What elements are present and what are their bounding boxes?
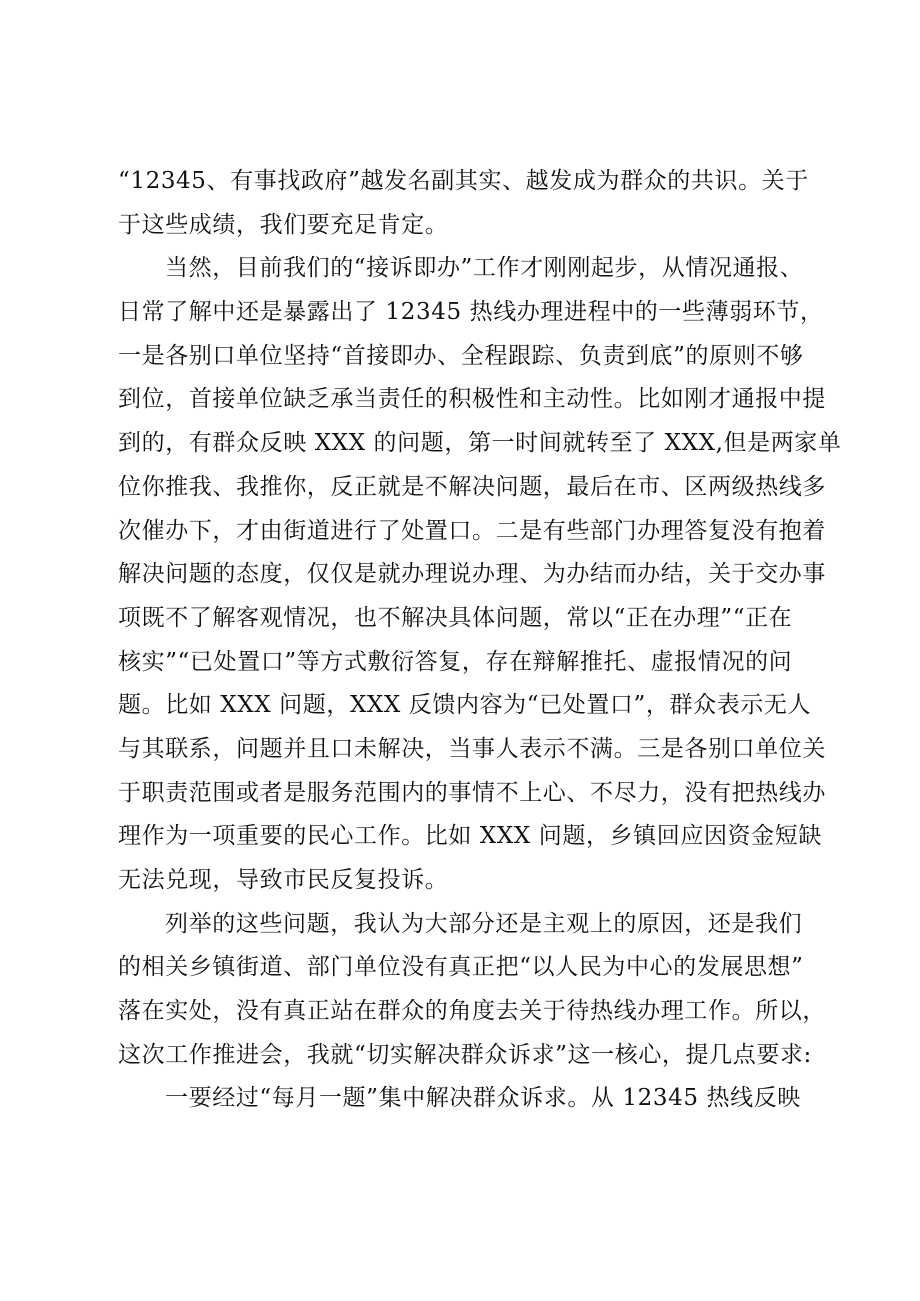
text-line: 于这些成绩，我们要充足肯定。 — [118, 211, 449, 238]
paragraph-start-line: 列举的这些问题，我认为大部分还是主观上的原因，还是我们 — [165, 910, 803, 937]
text-line: 到的，有群众反映 XXX 的问题，第一时间就转至了 XXX,但是两家单 — [118, 430, 842, 457]
paragraph-start-line: 当然，目前我们的“接诉即办”工作才刚刚起步，从情况通报、 — [165, 255, 804, 282]
text-line: 位你推我、我推你，反正就是不解决问题，最后在市、区两级热线多 — [118, 473, 826, 500]
text-line: 解决问题的态度，仅仅是就办理说办理、为办结而办结，关于交办事 — [118, 561, 826, 588]
text-line: 题。比如 XXX 问题，XXX 反馈内容为“已处置口”，群众表示无人 — [118, 692, 812, 719]
text-line: 日常了解中还是暴露出了 12345 热线办理进程中的一些薄弱环节， — [118, 299, 824, 326]
text-line: 到位，首接单位缺乏承当责任的积极性和主动性。比如刚才通报中提 — [118, 386, 826, 413]
text-line: 与其联系，问题并且口未解决，当事人表示不满。三是各别口单位关 — [118, 735, 826, 762]
text-line: “12345、有事找政府”越发名副其实、越发成为群众的共识。关于 — [118, 168, 809, 194]
text-line: 项既不了解客观情况，也不解决具体问题，常以“正在办理”“正在 — [118, 604, 793, 631]
text-line: 一是各别口单位坚持“首接即办、全程跟踪、负责到底”的原则不够 — [118, 342, 804, 369]
text-line: 于职责范围或者是服务范围内的事情不上心、不尽力，没有把热线办 — [118, 779, 826, 806]
text-line: 理作为一项重要的民心工作。比如 XXX 问题，乡镇回应因资金短缺 — [118, 823, 822, 850]
text-line: 的相关乡镇街道、部门单位没有真正把“以人民为中心的发展思想” — [118, 954, 804, 981]
text-line: 次催办下，才由街道进行了处置口。二是有些部门办理答复没有抱着 — [118, 517, 826, 544]
text-line: 无法兑现，导致市民反复投诉。 — [118, 867, 449, 893]
text-line: 这次工作推进会，我就“切实解决群众诉求”这一核心，提几点要求: — [118, 1041, 812, 1068]
text-line: 落在实处，没有真正站在群众的角度去关于待热线办理工作。所以， — [118, 998, 826, 1025]
text-line: 核实”“已处置口”等方式敷衍答复，存在辩解推托、虚报情况的问 — [118, 648, 793, 675]
document-body — [118, 160, 842, 1121]
paragraph-start-line: 一要经过“每月一题”集中解决群众诉求。从 12345 热线反映 — [165, 1085, 801, 1112]
